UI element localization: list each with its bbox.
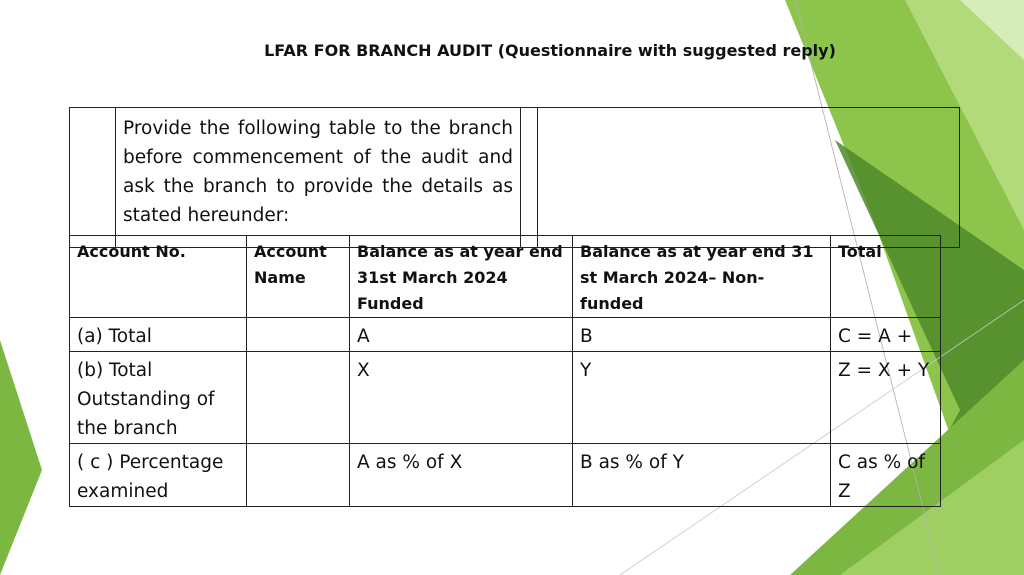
table-cell: (b) Total Outstanding of the branch <box>70 352 247 444</box>
left-accent-shape <box>0 340 42 575</box>
table-header-row <box>70 236 941 318</box>
instruction-text: Provide the following table to the branch before commencement of the audit and ask the branch to provide the details as stated hereunder: <box>123 118 513 226</box>
instruction-cell <box>116 108 521 248</box>
table-cell: Y <box>573 352 831 444</box>
table-cell: C = A + <box>831 318 941 352</box>
instruction-reply-cell <box>538 108 960 248</box>
instruction-table <box>69 107 960 248</box>
header-balance-funded: Balance as at year end 31st March 2024 Funded <box>350 236 573 318</box>
table-cell: Z = X + Y <box>831 352 941 444</box>
table-cell: C as % of Z <box>831 444 941 507</box>
table-cell <box>247 444 350 507</box>
header-account-name: Account Name <box>247 236 350 318</box>
instruction-blank-cell <box>70 108 116 248</box>
details-table <box>69 235 941 507</box>
table-cell: A <box>350 318 573 352</box>
table-cell <box>247 352 350 444</box>
table-cell: (a) Total <box>70 318 247 352</box>
header-total: Total <box>831 236 941 318</box>
page-title: LFAR FOR BRANCH AUDIT (Questionnaire with suggested reply) <box>264 41 836 60</box>
table-cell <box>247 318 350 352</box>
table-cell: A as % of X <box>350 444 573 507</box>
table-row <box>70 444 941 507</box>
instruction-narrow-cell <box>521 108 538 248</box>
header-account-no: Account No. <box>70 236 247 318</box>
table-row <box>70 352 941 444</box>
table-cell: B <box>573 318 831 352</box>
table-row <box>70 318 941 352</box>
table-cell: X <box>350 352 573 444</box>
table-cell: ( c ) Percentage examined <box>70 444 247 507</box>
table-cell: B as % of Y <box>573 444 831 507</box>
header-balance-non-funded: Balance as at year end 31 st March 2024– Non-funded <box>573 236 831 318</box>
